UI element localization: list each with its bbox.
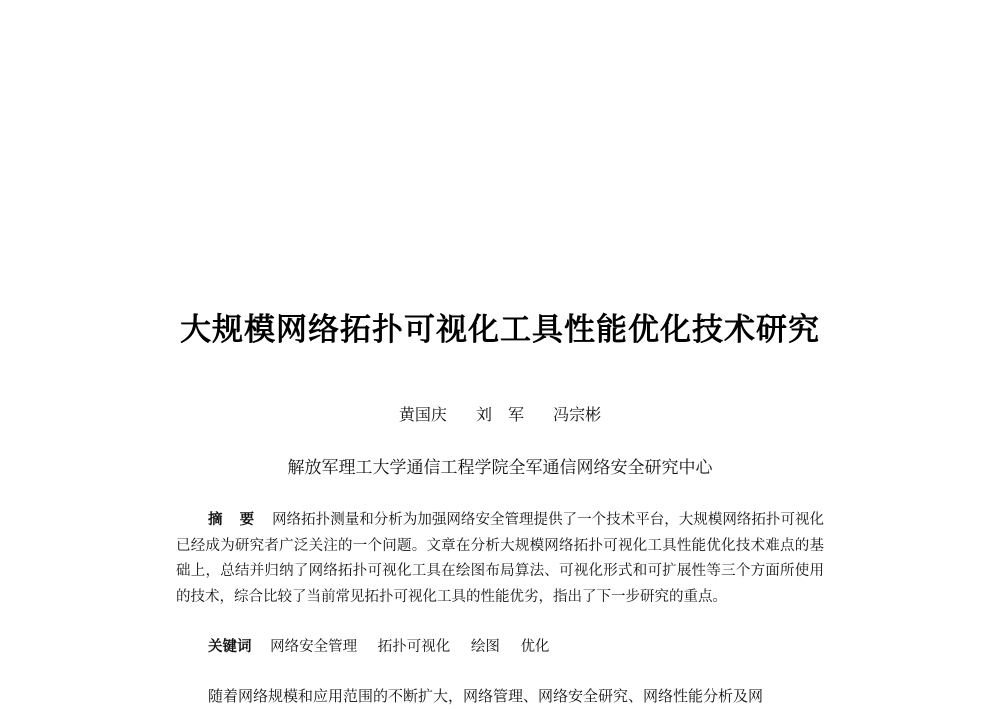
author-name: 冯宗彬 — [553, 405, 602, 424]
author-affiliation: 解放军理工大学通信工程学院全军通信网络安全研究中心 — [287, 458, 713, 478]
keyword: 优化 — [520, 639, 550, 655]
keyword: 网络安全管理 — [270, 639, 358, 655]
keywords-label: 关键词 — [208, 639, 252, 655]
abstract-label: 摘 要 — [208, 512, 261, 528]
keyword: 拓扑可视化 — [377, 639, 451, 655]
abstract-paragraph — [176, 508, 824, 610]
author-list — [0, 402, 1000, 428]
paper-title: 大规模网络拓扑可视化工具性能优化技术研究 — [180, 312, 820, 348]
author-name: 黄国庆 — [398, 405, 447, 424]
author-name: 刘 军 — [475, 405, 524, 424]
abstract-text: 网络拓扑测量和分析为加强网络安全管理提供了一个技术平台，大规模网络拓扑可视化已经成为研究者广泛关注的一个问题。文章在分析大规模网络拓扑可视化工具性能优化技术难点的基础上，总结并归纳了网络拓扑可视化工具在绘图布局算法、可视化形式和可扩展性等三个方面所使用的技术，综合比较了当前常见拓扑可视化工具的性能优劣，指出了下一步研究的重点。 — [176, 512, 824, 605]
keywords-line — [208, 635, 565, 660]
abstract-section — [176, 508, 824, 610]
keyword: 绘图 — [470, 639, 500, 655]
body-text-line: 随着网络规模和应用范围的不断扩大，网络管理、网络安全研究、网络性能分析及网 — [208, 687, 764, 705]
